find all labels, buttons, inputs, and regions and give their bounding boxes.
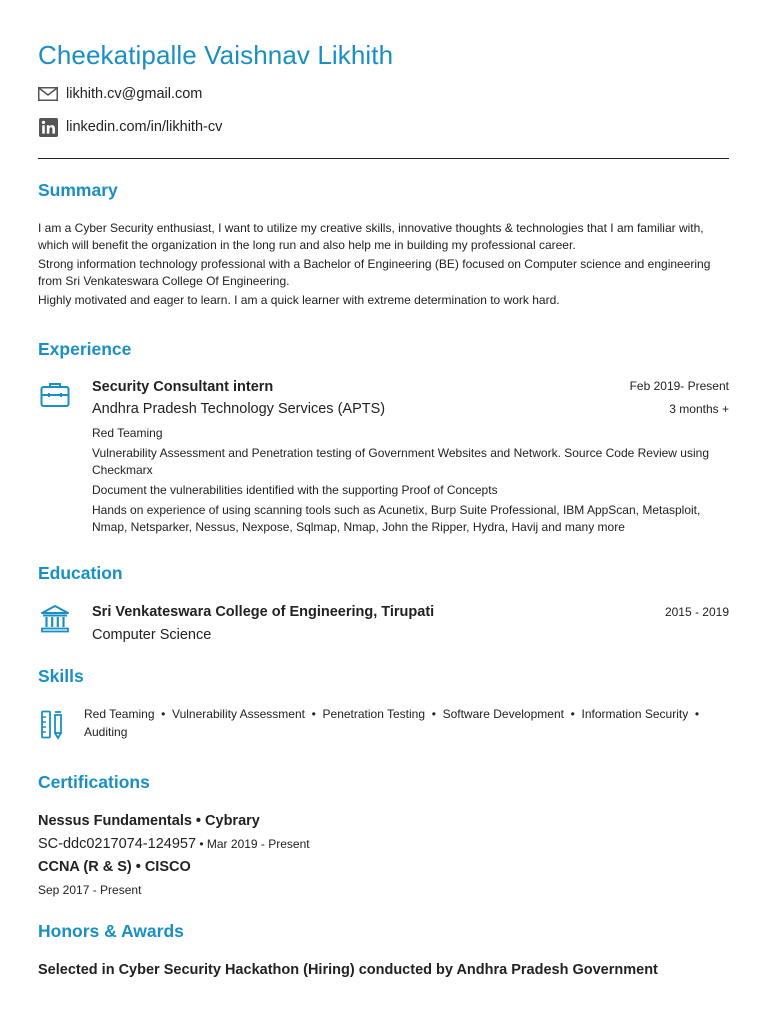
experience-duration: 3 months + — [669, 402, 729, 416]
skills-list: Red Teaming • Vulnerability Assessment • Penetration Testing • Software Development • Information Security • Auditing — [84, 707, 706, 739]
summary-paragraph: I am a Cyber Security enthusiast, I want to utilize my creative skills, innovative thoughts & technologies that I am familiar with, which will benefit the organization in the long run and also help me in building my professional career. — [38, 221, 704, 252]
summary-heading: Summary — [38, 180, 118, 200]
briefcase-icon — [40, 382, 70, 413]
experience-company: Andhra Pradesh Technology Services (APTS) — [92, 401, 386, 417]
experience-bullet: Vulnerability Assessment and Penetration testing of Government Websites and Network. Source Code Review using Checkmarx — [92, 446, 709, 477]
cert-name: CCNA (R & S) • CISCO — [38, 859, 191, 875]
institution-icon — [40, 604, 70, 639]
experience-dates: Feb 2019- Present — [629, 379, 729, 393]
email-text[interactable]: likhith.cv@gmail.com — [66, 86, 203, 102]
experience-heading: Experience — [38, 339, 132, 359]
mail-icon — [38, 84, 58, 104]
cert-dates: Sep 2017 - Present — [38, 883, 142, 897]
experience-bullet: Hands on experience of using scanning tools such as Acunetix, Burp Suite Professional, IBM AppScan, Metasploit, Nmap, Netsparker, Nessus, Nexpose, Sqlmap, Nmap, John the Ripper, Hydra, Havij and many more — [92, 503, 701, 534]
header-divider — [38, 158, 729, 159]
summary-paragraph: Highly motivated and eager to learn. I am a quick learner with extreme determination to work hard. — [38, 293, 560, 307]
linkedin-icon — [38, 117, 58, 137]
experience-bullets — [92, 425, 732, 539]
cert-id: SC-ddc0217074-124957 — [38, 836, 197, 852]
cert-name: Nessus Fundamentals • Cybrary — [38, 813, 260, 829]
honor-item: Selected in Cyber Security Hackathon (Hiring) conducted by Andhra Pradesh Government — [38, 962, 658, 978]
cert-detail-row — [38, 835, 310, 853]
experience-role: Security Consultant intern — [92, 379, 274, 395]
cert-dates: Mar 2019 - Present — [206, 837, 310, 851]
honors-heading: Honors & Awards — [38, 921, 184, 941]
linkedin-text[interactable]: linkedin.com/in/likhith-cv — [66, 119, 223, 135]
email-row — [38, 84, 202, 104]
candidate-name: Cheekatipalle Vaishnav Likhith — [38, 40, 394, 70]
summary-paragraph: Strong information technology professional with a Bachelor of Engineering (BE) focused on Computer science and engineering from Sri Venkateswara College Of Engineering. — [38, 257, 711, 288]
experience-bullet: Document the vulnerabilities identified with the supporting Proof of Concepts — [92, 483, 498, 497]
education-school: Sri Venkateswara College of Engineering, Tirupati — [92, 604, 435, 620]
education-field: Computer Science — [92, 627, 212, 643]
experience-bullet: Red Teaming — [92, 426, 163, 440]
education-dates: 2015 - 2019 — [664, 605, 729, 619]
skills-heading: Skills — [38, 666, 84, 686]
cert-separator: • — [196, 837, 207, 851]
education-heading: Education — [38, 563, 123, 583]
certifications-heading: Certifications — [38, 772, 150, 792]
ruler-pencil-icon — [40, 710, 66, 745]
summary-body — [38, 220, 736, 311]
linkedin-row — [38, 117, 222, 137]
